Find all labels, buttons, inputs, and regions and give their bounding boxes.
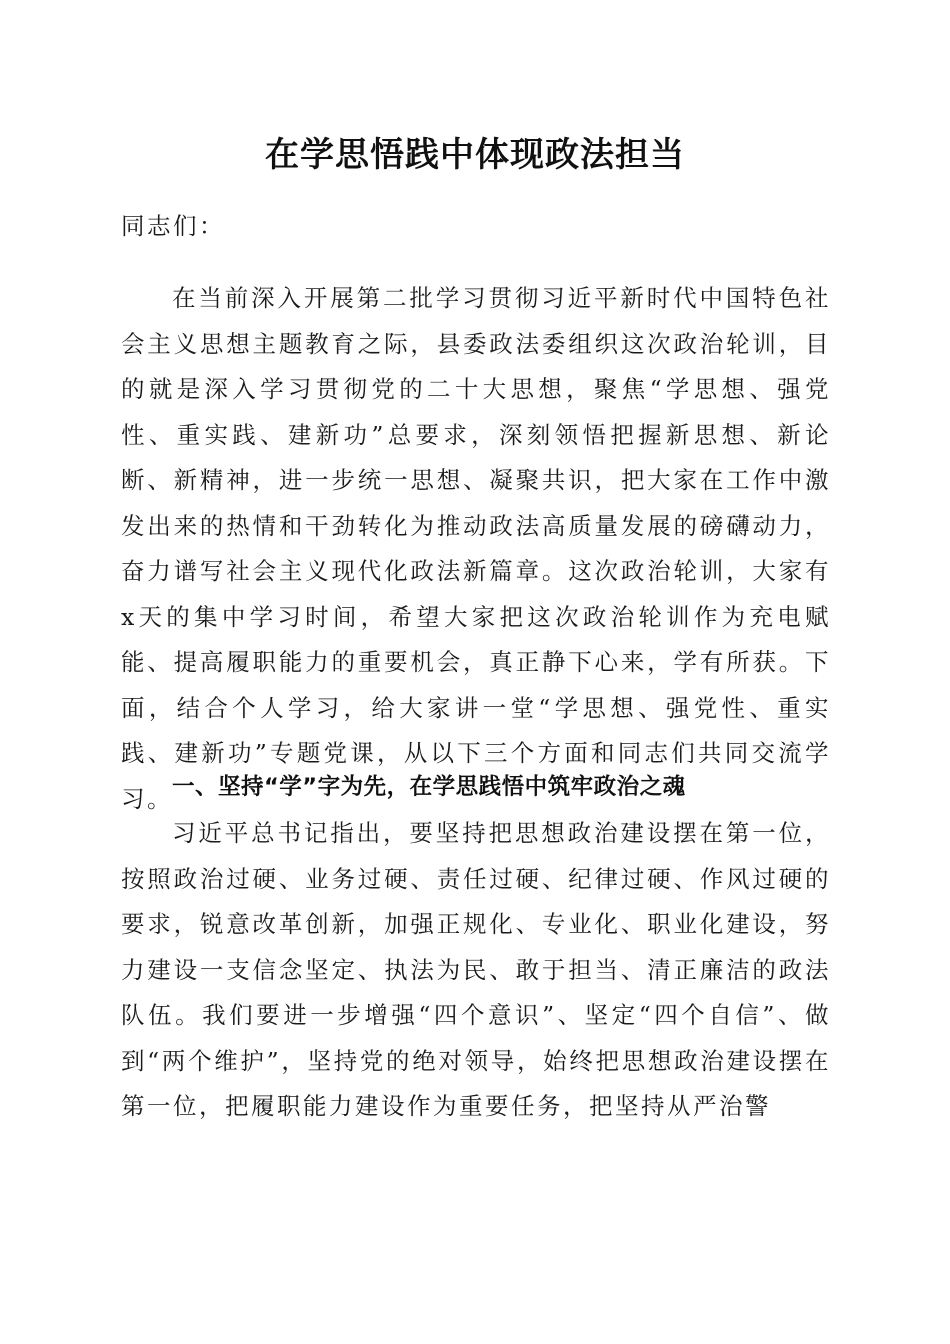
document-title: 在学思悟践中体现政法担当 — [265, 135, 685, 175]
body-paragraph-section-1: 习近平总书记指出，要坚持把思想政治建设摆在第一位，按照政治过硬、业务过硬、责任过硬、纪律过硬、作风过硬的要求，锐意改革创新，加强正规化、专业化、职业化建设，努力建设一支信念坚定、执法为民、敢于担当、清正廉洁的政法队伍。我们要进一步增强“四个意识”、坚定“四个自信”、做到“两个维护”，坚持党的绝对领导，始终把思想政治建设摆在第一位，把履职能力建设作为重要任务，把坚持从严治警 — [121, 819, 831, 1120]
body-paragraph-intro: 在当前深入开展第二批学习贯彻习近平新时代中国特色社会主义思想主题教育之际，县委政法委组织这次政治轮训，目的就是深入学习贯彻党的二十大思想，聚焦“学思想、强党性、重实践、建新功”总要求，深刻领悟把握新思想、新论断、新精神，进一步统一思想、凝聚共识，把大家在工作中激发出来的热情和干劲转化为推动政法高质量发展的磅礴动力，奋力谱写社会主义现代化政法新篇章。这次政治轮训，大家有x天的集中学习时间，希望大家把这次政治轮训作为充电赋能、提高履职能力的重要机会，真正静下心来，学有所获。下面，结合个人学习，给大家讲一堂“学思想、强党性、重实践、建新功”专题党课，从以下三个方面和同志们共同交流学习。 — [121, 284, 831, 813]
section-heading-1: 一、坚持“学”字为先，在学思践悟中筑牢政治之魂 — [172, 774, 686, 800]
salutation: 同志们： — [121, 212, 225, 240]
